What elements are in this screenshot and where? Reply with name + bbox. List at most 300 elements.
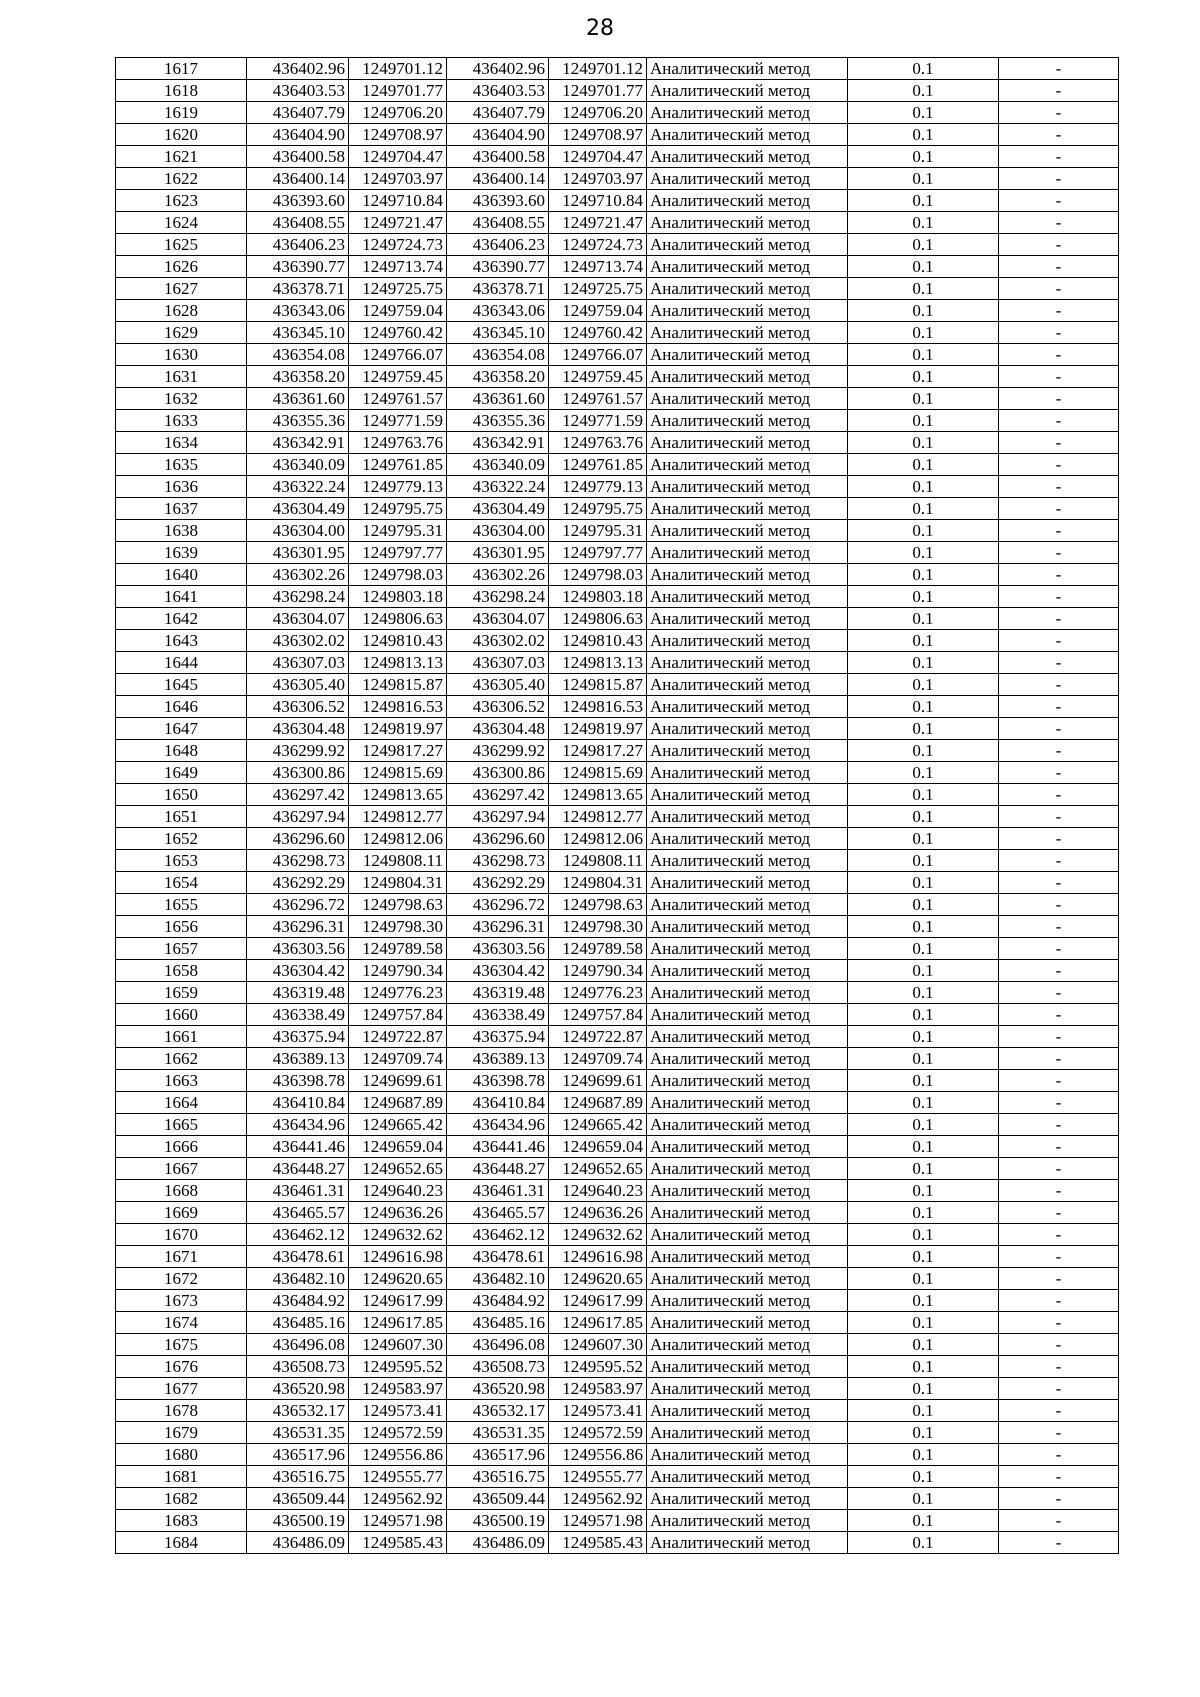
description-cell: - (999, 696, 1119, 718)
accuracy-cell: 0.1 (848, 1026, 999, 1048)
description-cell: - (999, 102, 1119, 124)
method-cell: Аналитический метод (647, 1378, 848, 1400)
method-cell: Аналитический метод (647, 366, 848, 388)
y-original-cell: 1249699.61 (349, 1070, 447, 1092)
table-row (116, 432, 1119, 454)
x-original-cell: 436462.12 (247, 1224, 349, 1246)
y-original-cell: 1249798.30 (349, 916, 447, 938)
description-cell: - (999, 1356, 1119, 1378)
y-cell: 1249815.69 (549, 762, 647, 784)
description-cell: - (999, 1224, 1119, 1246)
accuracy-cell: 0.1 (848, 806, 999, 828)
description-cell: - (999, 190, 1119, 212)
table-row (116, 146, 1119, 168)
method-cell: Аналитический метод (647, 1466, 848, 1488)
accuracy-cell: 0.1 (848, 1444, 999, 1466)
x-cell: 436375.94 (447, 1026, 549, 1048)
description-cell: - (999, 1048, 1119, 1070)
point-number-cell: 1634 (116, 432, 247, 454)
accuracy-cell: 0.1 (848, 1070, 999, 1092)
y-cell: 1249795.31 (549, 520, 647, 542)
x-cell: 436410.84 (447, 1092, 549, 1114)
method-cell: Аналитический метод (647, 344, 848, 366)
table-row (116, 388, 1119, 410)
table-row (116, 608, 1119, 630)
description-cell: - (999, 542, 1119, 564)
y-original-cell: 1249804.31 (349, 872, 447, 894)
y-cell: 1249819.97 (549, 718, 647, 740)
method-cell: Аналитический метод (647, 960, 848, 982)
method-cell: Аналитический метод (647, 80, 848, 102)
table-row (116, 872, 1119, 894)
y-cell: 1249766.07 (549, 344, 647, 366)
description-cell: - (999, 916, 1119, 938)
table-row (116, 454, 1119, 476)
description-cell: - (999, 520, 1119, 542)
method-cell: Аналитический метод (647, 278, 848, 300)
y-original-cell: 1249766.07 (349, 344, 447, 366)
accuracy-cell: 0.1 (848, 784, 999, 806)
point-number-cell: 1665 (116, 1114, 247, 1136)
y-cell: 1249704.47 (549, 146, 647, 168)
point-number-cell: 1627 (116, 278, 247, 300)
point-number-cell: 1683 (116, 1510, 247, 1532)
y-cell: 1249585.43 (549, 1532, 647, 1554)
table-row (116, 652, 1119, 674)
y-cell: 1249795.75 (549, 498, 647, 520)
x-cell: 436404.90 (447, 124, 549, 146)
point-number-cell: 1666 (116, 1136, 247, 1158)
x-original-cell: 436465.57 (247, 1202, 349, 1224)
table-row (116, 740, 1119, 762)
method-cell: Аналитический метод (647, 1202, 848, 1224)
point-number-cell: 1655 (116, 894, 247, 916)
method-cell: Аналитический метод (647, 1158, 848, 1180)
x-original-cell: 436342.91 (247, 432, 349, 454)
y-original-cell: 1249709.74 (349, 1048, 447, 1070)
y-cell: 1249812.77 (549, 806, 647, 828)
table-row (116, 1444, 1119, 1466)
y-original-cell: 1249585.43 (349, 1532, 447, 1554)
point-number-cell: 1678 (116, 1400, 247, 1422)
accuracy-cell: 0.1 (848, 1114, 999, 1136)
x-cell: 436402.96 (447, 58, 549, 80)
table-row (116, 58, 1119, 80)
x-cell: 436434.96 (447, 1114, 549, 1136)
y-cell: 1249652.65 (549, 1158, 647, 1180)
y-original-cell: 1249722.87 (349, 1026, 447, 1048)
y-original-cell: 1249573.41 (349, 1400, 447, 1422)
y-original-cell: 1249771.59 (349, 410, 447, 432)
table-row (116, 1334, 1119, 1356)
y-cell: 1249636.26 (549, 1202, 647, 1224)
x-cell: 436342.91 (447, 432, 549, 454)
x-cell: 436304.48 (447, 718, 549, 740)
accuracy-cell: 0.1 (848, 1290, 999, 1312)
point-number-cell: 1618 (116, 80, 247, 102)
y-original-cell: 1249721.47 (349, 212, 447, 234)
y-cell: 1249804.31 (549, 872, 647, 894)
description-cell: - (999, 168, 1119, 190)
accuracy-cell: 0.1 (848, 938, 999, 960)
method-cell: Аналитический метод (647, 1004, 848, 1026)
x-cell: 436303.56 (447, 938, 549, 960)
description-cell: - (999, 1268, 1119, 1290)
point-number-cell: 1637 (116, 498, 247, 520)
method-cell: Аналитический метод (647, 1312, 848, 1334)
x-cell: 436441.46 (447, 1136, 549, 1158)
method-cell: Аналитический метод (647, 740, 848, 762)
description-cell: - (999, 630, 1119, 652)
y-cell: 1249617.99 (549, 1290, 647, 1312)
table-row (116, 1422, 1119, 1444)
x-original-cell: 436407.79 (247, 102, 349, 124)
point-number-cell: 1658 (116, 960, 247, 982)
table-row (116, 1048, 1119, 1070)
point-number-cell: 1642 (116, 608, 247, 630)
y-original-cell: 1249813.65 (349, 784, 447, 806)
x-original-cell: 436461.31 (247, 1180, 349, 1202)
description-cell: - (999, 872, 1119, 894)
method-cell: Аналитический метод (647, 784, 848, 806)
description-cell: - (999, 1290, 1119, 1312)
method-cell: Аналитический метод (647, 916, 848, 938)
point-number-cell: 1646 (116, 696, 247, 718)
x-original-cell: 436402.96 (247, 58, 349, 80)
y-cell: 1249562.92 (549, 1488, 647, 1510)
table-row (116, 674, 1119, 696)
x-cell: 436517.96 (447, 1444, 549, 1466)
table-row (116, 124, 1119, 146)
x-cell: 436462.12 (447, 1224, 549, 1246)
y-original-cell: 1249652.65 (349, 1158, 447, 1180)
y-original-cell: 1249795.31 (349, 520, 447, 542)
x-original-cell: 436292.29 (247, 872, 349, 894)
y-original-cell: 1249571.98 (349, 1510, 447, 1532)
accuracy-cell: 0.1 (848, 1004, 999, 1026)
x-original-cell: 436508.73 (247, 1356, 349, 1378)
description-cell: - (999, 784, 1119, 806)
method-cell: Аналитический метод (647, 432, 848, 454)
y-cell: 1249713.74 (549, 256, 647, 278)
y-original-cell: 1249812.77 (349, 806, 447, 828)
x-cell: 436297.42 (447, 784, 549, 806)
method-cell: Аналитический метод (647, 938, 848, 960)
y-cell: 1249703.97 (549, 168, 647, 190)
accuracy-cell: 0.1 (848, 190, 999, 212)
y-cell: 1249813.65 (549, 784, 647, 806)
x-original-cell: 436375.94 (247, 1026, 349, 1048)
description-cell: - (999, 322, 1119, 344)
x-original-cell: 436307.03 (247, 652, 349, 674)
x-cell: 436304.49 (447, 498, 549, 520)
accuracy-cell: 0.1 (848, 916, 999, 938)
y-cell: 1249760.42 (549, 322, 647, 344)
x-original-cell: 436305.40 (247, 674, 349, 696)
method-cell: Аналитический метод (647, 894, 848, 916)
x-original-cell: 436300.86 (247, 762, 349, 784)
y-cell: 1249709.74 (549, 1048, 647, 1070)
description-cell: - (999, 300, 1119, 322)
y-cell: 1249817.27 (549, 740, 647, 762)
point-number-cell: 1636 (116, 476, 247, 498)
point-number-cell: 1659 (116, 982, 247, 1004)
accuracy-cell: 0.1 (848, 740, 999, 762)
table-row (116, 718, 1119, 740)
x-original-cell: 436496.08 (247, 1334, 349, 1356)
x-original-cell: 436400.14 (247, 168, 349, 190)
y-original-cell: 1249713.74 (349, 256, 447, 278)
y-original-cell: 1249640.23 (349, 1180, 447, 1202)
method-cell: Аналитический метод (647, 102, 848, 124)
method-cell: Аналитический метод (647, 476, 848, 498)
accuracy-cell: 0.1 (848, 762, 999, 784)
table-row (116, 1114, 1119, 1136)
y-original-cell: 1249763.76 (349, 432, 447, 454)
y-original-cell: 1249617.85 (349, 1312, 447, 1334)
y-original-cell: 1249789.58 (349, 938, 447, 960)
method-cell: Аналитический метод (647, 1422, 848, 1444)
x-original-cell: 436302.02 (247, 630, 349, 652)
table-row (116, 1026, 1119, 1048)
point-number-cell: 1657 (116, 938, 247, 960)
method-cell: Аналитический метод (647, 1180, 848, 1202)
x-cell: 436306.52 (447, 696, 549, 718)
method-cell: Аналитический метод (647, 608, 848, 630)
y-original-cell: 1249815.87 (349, 674, 447, 696)
method-cell: Аналитический метод (647, 1268, 848, 1290)
method-cell: Аналитический метод (647, 1488, 848, 1510)
method-cell: Аналитический метод (647, 1224, 848, 1246)
accuracy-cell: 0.1 (848, 212, 999, 234)
x-cell: 436500.19 (447, 1510, 549, 1532)
point-number-cell: 1676 (116, 1356, 247, 1378)
description-cell: - (999, 806, 1119, 828)
method-cell: Аналитический метод (647, 58, 848, 80)
accuracy-cell: 0.1 (848, 300, 999, 322)
point-number-cell: 1617 (116, 58, 247, 80)
accuracy-cell: 0.1 (848, 1268, 999, 1290)
method-cell: Аналитический метод (647, 850, 848, 872)
point-number-cell: 1625 (116, 234, 247, 256)
description-cell: - (999, 146, 1119, 168)
description-cell: - (999, 80, 1119, 102)
point-number-cell: 1621 (116, 146, 247, 168)
y-cell: 1249812.06 (549, 828, 647, 850)
description-cell: - (999, 564, 1119, 586)
description-cell: - (999, 278, 1119, 300)
point-number-cell: 1648 (116, 740, 247, 762)
x-original-cell: 436304.00 (247, 520, 349, 542)
x-cell: 436343.06 (447, 300, 549, 322)
method-cell: Аналитический метод (647, 212, 848, 234)
x-cell: 436389.13 (447, 1048, 549, 1070)
y-original-cell: 1249620.65 (349, 1268, 447, 1290)
x-cell: 436302.26 (447, 564, 549, 586)
method-cell: Аналитический метод (647, 982, 848, 1004)
description-cell: - (999, 1400, 1119, 1422)
x-original-cell: 436299.92 (247, 740, 349, 762)
x-original-cell: 436304.48 (247, 718, 349, 740)
x-original-cell: 436304.07 (247, 608, 349, 630)
point-number-cell: 1668 (116, 1180, 247, 1202)
description-cell: - (999, 982, 1119, 1004)
x-cell: 436531.35 (447, 1422, 549, 1444)
method-cell: Аналитический метод (647, 1400, 848, 1422)
x-original-cell: 436434.96 (247, 1114, 349, 1136)
x-cell: 436509.44 (447, 1488, 549, 1510)
accuracy-cell: 0.1 (848, 388, 999, 410)
x-cell: 436484.92 (447, 1290, 549, 1312)
x-original-cell: 436303.56 (247, 938, 349, 960)
x-cell: 436508.73 (447, 1356, 549, 1378)
description-cell: - (999, 894, 1119, 916)
x-original-cell: 436361.60 (247, 388, 349, 410)
table-row (116, 696, 1119, 718)
method-cell: Аналитический метод (647, 322, 848, 344)
x-cell: 436304.07 (447, 608, 549, 630)
description-cell: - (999, 454, 1119, 476)
x-cell: 436299.92 (447, 740, 549, 762)
method-cell: Аналитический метод (647, 872, 848, 894)
point-number-cell: 1645 (116, 674, 247, 696)
y-original-cell: 1249665.42 (349, 1114, 447, 1136)
table-row (116, 80, 1119, 102)
method-cell: Аналитический метод (647, 410, 848, 432)
accuracy-cell: 0.1 (848, 278, 999, 300)
y-cell: 1249659.04 (549, 1136, 647, 1158)
description-cell: - (999, 1136, 1119, 1158)
table-row (116, 1488, 1119, 1510)
description-cell: - (999, 938, 1119, 960)
y-cell: 1249771.59 (549, 410, 647, 432)
x-original-cell: 436500.19 (247, 1510, 349, 1532)
point-number-cell: 1619 (116, 102, 247, 124)
method-cell: Аналитический метод (647, 124, 848, 146)
description-cell: - (999, 1114, 1119, 1136)
point-number-cell: 1647 (116, 718, 247, 740)
table-row (116, 1378, 1119, 1400)
y-cell: 1249761.57 (549, 388, 647, 410)
x-cell: 436407.79 (447, 102, 549, 124)
accuracy-cell: 0.1 (848, 1422, 999, 1444)
method-cell: Аналитический метод (647, 1246, 848, 1268)
y-original-cell: 1249776.23 (349, 982, 447, 1004)
x-original-cell: 436410.84 (247, 1092, 349, 1114)
accuracy-cell: 0.1 (848, 520, 999, 542)
accuracy-cell: 0.1 (848, 124, 999, 146)
point-number-cell: 1622 (116, 168, 247, 190)
table-row (116, 234, 1119, 256)
table-row (116, 586, 1119, 608)
y-original-cell: 1249761.57 (349, 388, 447, 410)
description-cell: - (999, 1092, 1119, 1114)
y-cell: 1249583.97 (549, 1378, 647, 1400)
y-cell: 1249725.75 (549, 278, 647, 300)
accuracy-cell: 0.1 (848, 58, 999, 80)
y-cell: 1249810.43 (549, 630, 647, 652)
description-cell: - (999, 124, 1119, 146)
point-number-cell: 1656 (116, 916, 247, 938)
x-cell: 436304.42 (447, 960, 549, 982)
x-cell: 436400.58 (447, 146, 549, 168)
accuracy-cell: 0.1 (848, 652, 999, 674)
y-original-cell: 1249562.92 (349, 1488, 447, 1510)
x-original-cell: 436302.26 (247, 564, 349, 586)
accuracy-cell: 0.1 (848, 102, 999, 124)
coordinates-table (115, 57, 1119, 1554)
y-cell: 1249710.84 (549, 190, 647, 212)
accuracy-cell: 0.1 (848, 1488, 999, 1510)
accuracy-cell: 0.1 (848, 1180, 999, 1202)
x-original-cell: 436448.27 (247, 1158, 349, 1180)
accuracy-cell: 0.1 (848, 718, 999, 740)
y-cell: 1249701.77 (549, 80, 647, 102)
y-original-cell: 1249725.75 (349, 278, 447, 300)
description-cell: - (999, 1466, 1119, 1488)
accuracy-cell: 0.1 (848, 1246, 999, 1268)
accuracy-cell: 0.1 (848, 366, 999, 388)
x-original-cell: 436338.49 (247, 1004, 349, 1026)
x-original-cell: 436389.13 (247, 1048, 349, 1070)
y-original-cell: 1249710.84 (349, 190, 447, 212)
x-cell: 436400.14 (447, 168, 549, 190)
y-cell: 1249798.30 (549, 916, 647, 938)
y-original-cell: 1249636.26 (349, 1202, 447, 1224)
table-row (116, 1070, 1119, 1092)
x-cell: 436398.78 (447, 1070, 549, 1092)
x-cell: 436465.57 (447, 1202, 549, 1224)
y-original-cell: 1249817.27 (349, 740, 447, 762)
method-cell: Аналитический метод (647, 828, 848, 850)
table-row (116, 982, 1119, 1004)
x-cell: 436354.08 (447, 344, 549, 366)
x-original-cell: 436398.78 (247, 1070, 349, 1092)
accuracy-cell: 0.1 (848, 1092, 999, 1114)
point-number-cell: 1623 (116, 190, 247, 212)
method-cell: Аналитический метод (647, 652, 848, 674)
description-cell: - (999, 234, 1119, 256)
description-cell: - (999, 432, 1119, 454)
y-original-cell: 1249556.86 (349, 1444, 447, 1466)
table-row (116, 1510, 1119, 1532)
point-number-cell: 1650 (116, 784, 247, 806)
y-cell: 1249776.23 (549, 982, 647, 1004)
y-cell: 1249808.11 (549, 850, 647, 872)
y-original-cell: 1249760.42 (349, 322, 447, 344)
y-original-cell: 1249808.11 (349, 850, 447, 872)
y-cell: 1249616.98 (549, 1246, 647, 1268)
x-original-cell: 436406.23 (247, 234, 349, 256)
y-cell: 1249759.04 (549, 300, 647, 322)
accuracy-cell: 0.1 (848, 1048, 999, 1070)
y-cell: 1249803.18 (549, 586, 647, 608)
y-original-cell: 1249779.13 (349, 476, 447, 498)
table-row (116, 1136, 1119, 1158)
x-cell: 436378.71 (447, 278, 549, 300)
y-original-cell: 1249795.75 (349, 498, 447, 520)
y-cell: 1249665.42 (549, 1114, 647, 1136)
y-cell: 1249706.20 (549, 102, 647, 124)
x-original-cell: 436482.10 (247, 1268, 349, 1290)
point-number-cell: 1681 (116, 1466, 247, 1488)
x-original-cell: 436393.60 (247, 190, 349, 212)
description-cell: - (999, 1334, 1119, 1356)
y-original-cell: 1249759.45 (349, 366, 447, 388)
point-number-cell: 1667 (116, 1158, 247, 1180)
point-number-cell: 1629 (116, 322, 247, 344)
description-cell: - (999, 410, 1119, 432)
